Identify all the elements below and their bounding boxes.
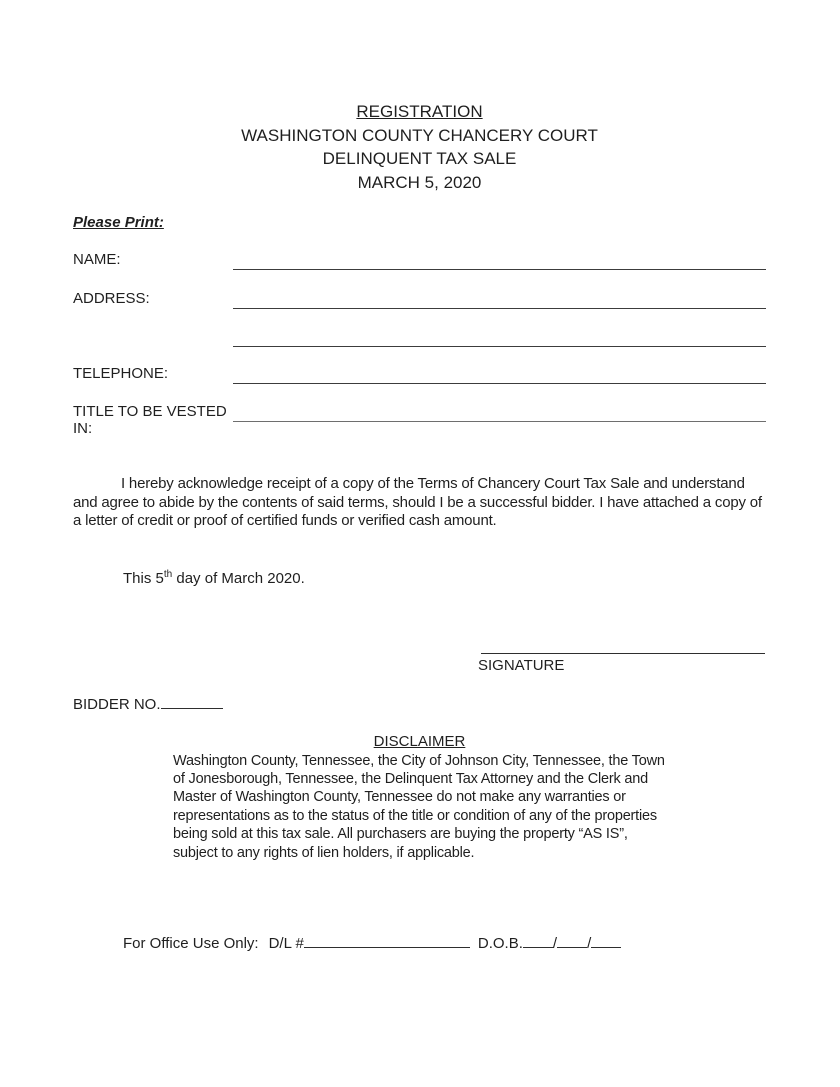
drivers-license-label: D/L #: [268, 934, 304, 952]
office-use-row: [123, 935, 766, 952]
telephone-label: TELEPHONE:: [73, 365, 169, 382]
please-print-instruction: Please Print:: [73, 214, 164, 231]
bidder-number-row: [73, 696, 766, 713]
sale-name: DELINQUENT TAX SALE: [322, 149, 517, 168]
telephone-field-row: [73, 365, 766, 384]
document-title-text: REGISTRATION: [356, 102, 483, 121]
address-second-line-row: [73, 328, 766, 347]
drivers-license-blank: [304, 947, 470, 948]
dob-slash-1: /: [552, 934, 558, 952]
office-use-label: For Office Use Only:: [123, 934, 259, 952]
name-label: NAME:: [73, 251, 121, 268]
bidder-number-blank: [161, 708, 223, 709]
dob-slash-2: /: [587, 934, 592, 952]
disclaimer-heading-text: DISCLAIMER: [373, 732, 466, 750]
court-name: WASHINGTON COUNTY CHANCERY COURT: [241, 125, 598, 145]
telephone-blank-line: [233, 365, 766, 384]
dob-label: D.O.B.: [477, 934, 523, 952]
dob-year-blank: [591, 947, 621, 948]
dob-month-blank: [523, 947, 553, 948]
address-label: ADDRESS:: [73, 290, 150, 307]
disclaimer-paragraph: Washington County, Tennessee, the City of Johnson City, Tennessee, the Town of Jonesborough, Tennessee, the Delinquent Tax Attorney and the Clerk and Master of Washington County, Tennessee do not make any warranties or representations as to the status of the title or condition of any of the properties being sold at this tax sale. All purchasers are buying the property “AS IS”, subject to any rights of lien holders, if applicable.: [173, 752, 665, 861]
signature-block: [73, 645, 766, 674]
bidder-number-label: BIDDER NO.: [73, 695, 161, 713]
title-vested-label: TITLE TO BE VESTED IN:: [73, 403, 227, 437]
dob-day-blank: [557, 947, 587, 948]
sale-date: MARCH 5, 2020: [357, 172, 482, 192]
address-field-row: [73, 290, 766, 309]
date-statement: [123, 569, 766, 587]
document-title: [73, 100, 766, 124]
acknowledgment-paragraph: I hereby acknowledge receipt of a copy of the Terms of Chancery Court Tax Sale and understand and agree to abide by the contents of said terms, should I be a successful bidder. I have attached a copy of a letter of credit or proof of certified funds or verified cash amount.: [73, 475, 762, 529]
name-blank-line: [233, 251, 766, 270]
date-ordinal-suffix: th: [163, 568, 173, 580]
address-blank-line: [233, 290, 766, 309]
document-header: [73, 100, 766, 194]
title-vested-field-row: [73, 403, 766, 437]
signature-blank-line: [481, 645, 765, 654]
title-vested-blank-line: [233, 403, 766, 422]
name-field-row: [73, 251, 766, 270]
disclaimer-heading: [73, 733, 766, 750]
address-second-blank-line: [233, 328, 766, 347]
date-statement-prefix: This 5: [123, 569, 164, 587]
date-statement-rest: day of March 2020.: [172, 569, 305, 587]
signature-label: SIGNATURE: [478, 656, 565, 674]
